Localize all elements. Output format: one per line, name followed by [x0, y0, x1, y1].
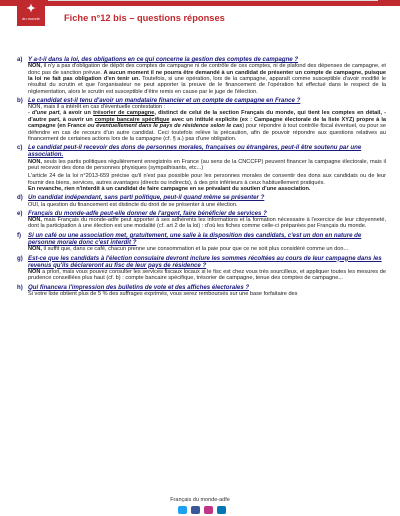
- faq-question-e: [17, 210, 386, 217]
- faq-answer-d: [28, 202, 386, 208]
- answer-verdict: NON,: [28, 217, 42, 224]
- answer-emphasis: avec un intitulé explicite (ex : Campagne électorale de la liste XYZ) propre à la campagne (en France: [28, 116, 386, 130]
- question-text: Le candidat est-il tenu d'avoir un mandataire financier et un compte de campagne en France ?: [28, 96, 301, 104]
- instagram-icon[interactable]: [204, 506, 213, 514]
- answer-verdict: NON,: [28, 63, 42, 70]
- question-text: Un candidat indépendant, sans parti politique, peut-il quand même se présenter ?: [28, 194, 265, 202]
- faq-item-c: [17, 144, 386, 192]
- faq-letter: a): [17, 56, 23, 63]
- faq-letter: h): [17, 283, 23, 291]
- question-text: Est-ce que les candidats à l'élection consulaire devront inclure les sommes récoltées au cours de leur campagne dans les revenus qu'ils déclareront au fisc de leur pays de résidence ?: [28, 254, 382, 269]
- answer-text: Toutefois, si une opération, lors de la campagne, apparaît comme susceptible d'avoir modifié le résultat du scrutin et que l'organisateur ne peut apporter la preuve de le financement de l'opération fut effectué dans le respect de la réglementation, alors le scrutin est susceptible d'être remis en cause par le juge de l'élection.: [28, 75, 386, 95]
- social-links: [178, 506, 226, 514]
- answer-text: Si votre liste obtient plus de 5 % des suffrages exprimés, vous serez remboursés sur une base forfaitaire des: [28, 290, 298, 297]
- faq-letter: d): [17, 194, 23, 202]
- faq-question-f: [17, 232, 386, 246]
- faq-item-h: [17, 284, 386, 298]
- facebook-icon[interactable]: [191, 506, 200, 514]
- faq-question-g: [17, 255, 386, 269]
- faq-item-g: [17, 255, 386, 282]
- question-text: Qui financera l'impression des bulletins de vote et des affiches électorales ?: [28, 283, 250, 291]
- faq-question-h: [17, 284, 386, 291]
- question-text: Si un café ou une association met, gratuitement, une salle à la disposition des candidats, c'est un don en nature de personne morale donc c'est interdit ?: [28, 231, 362, 246]
- faq-letter: f): [17, 231, 22, 239]
- question-text: Français du monde-adfe peut-elle donner de l'argent, faire bénéficier de services ?: [28, 209, 267, 217]
- faq-letter: e): [17, 209, 23, 217]
- faq-answer-g: [28, 269, 386, 282]
- faq-letter: b): [17, 96, 23, 104]
- answer-emphasis: A aucun moment il ne pourra être demandé à un candidat de présenter un compte de campagne, puisque la loi ne fait pas obligation d'en tenir un.: [28, 69, 386, 82]
- answer-emphasis: - d'une part,: [28, 110, 64, 117]
- logo-mark: ✦: [26, 3, 36, 15]
- answer-emphasis: En revanche, rien n'interdit à un candidat de faire campagne en se prévalant du soutien d'une association.: [28, 185, 311, 192]
- faq-item-a: [17, 56, 386, 95]
- faq-question-d: [17, 194, 386, 201]
- answer-text: NON, mais il a intérêt en cas d'éventuelle contestation :: [28, 104, 166, 111]
- sheet-title: Fiche n°12 bis – questions réponses: [64, 13, 225, 23]
- answer-emphasis: ou éventuellement dans le pays de résidence selon le cas: [87, 123, 243, 130]
- question-text: Le candidat peut-il recevoir des dons de personnes morales, françaises ou étrangères, peut-il être soutenu par une association.: [28, 144, 362, 159]
- faq-question-a: [17, 56, 386, 63]
- answer-emphasis: , distinct de celui de la section Français du monde, qui tient les comptes en détail, - d'autre part,: [28, 110, 386, 123]
- answer-verdict: NON,: [28, 158, 42, 165]
- answer-emphasis: à ouvrir un: [62, 116, 95, 123]
- faq-answer-e: [28, 217, 386, 230]
- answer-verdict: NON,: [28, 246, 42, 253]
- faq-item-d: [17, 194, 386, 208]
- faq-question-c: [17, 144, 386, 158]
- answer-emphasis: à avoir un: [63, 110, 94, 117]
- faq-item-b: [17, 97, 386, 142]
- logo-text: du monde: [22, 16, 40, 21]
- answer-text: ) pour répondre à tout contrôle fiscal éventuel, ou pour se défendre en cas de recours d'un autre candidat. Ceci toutefois relève la précaution, afin de pouvoir répondre aux questions relatives au financement de certaines actions lors de la campagne (cf. § a.) pas d'une obligation.: [28, 123, 386, 142]
- answer-verdict: NON: [28, 268, 41, 275]
- answer-keyword: trésorier de campagne: [93, 110, 155, 117]
- answer-text: a priori, mais vous pouvez consulter les services fiscaux locaux si le fisc est chez vous très sourcilleux, et appliquer toutes les mesures de prudence conseillées plus haut (cf. b) : compte bancaire spécifique, trésorier de campagne, tenue des comptes de campagne...: [28, 268, 386, 282]
- answer-text: mais Français du monde-adfe peut apporter à ses adhérents les informations et la formation nécessaire à l'exercice de leur citoyenneté, dont la participation à une élection est une modalité (cf. art 2 de la loi) : d'où les fiches comme celle-ci préparées par Français du monde.: [28, 217, 386, 230]
- faq-content: [17, 56, 386, 299]
- answer-text: il n'y a pas d'obligation de dépôt des comptes de campagne ni de contrôle de ces comptes, ni de plafond des dépenses de campagne, et donc pas de sanction prévue.: [28, 63, 386, 76]
- header-divider: [48, 0, 378, 1]
- twitter-icon[interactable]: [178, 506, 187, 514]
- organization-logo: [17, 0, 45, 26]
- faq-answer-f: [28, 246, 386, 252]
- linkedin-icon[interactable]: [217, 506, 226, 514]
- answer-text: il suffit que, dans ce café, chacun prenne une consommation et la paie pour que ce ne soit plus considéré comme un don...: [41, 246, 349, 253]
- faq-letter: c): [17, 144, 23, 152]
- faq-item-e: [17, 210, 386, 230]
- faq-answer-a: [28, 63, 386, 95]
- faq-answer-b: [28, 104, 386, 142]
- faq-item-f: [17, 232, 386, 253]
- faq-letter: g): [17, 254, 23, 262]
- answer-text: seuls les partis politiques régulièrement enregistrés en France (au sens de la CNCCFP) peuvent financer la campagne électorale, mais il peut recevoir des dons de personnes physiques (sympathisants, etc...): [28, 158, 386, 171]
- answer-text: OUI, la question du financement est distincte du droit de se présenter à une élection.: [28, 201, 238, 208]
- faq-answer-h: [28, 291, 386, 297]
- faq-question-b: [17, 97, 386, 104]
- faq-answer-c: [28, 159, 386, 193]
- footer-org-name: Français du monde-adfe: [170, 497, 230, 503]
- question-text: Y a-t-il dans la loi, des obligations en ce qui concerne la gestion des comptes de campagne ?: [28, 56, 299, 63]
- answer-keyword: compte bancaire spécifique: [94, 116, 170, 123]
- answer-text: L'article 24 de la loi n°2013-659 précise qu'il n'est pas possible pour les personnes morales de consentir des dons aux candidats ou de leur fournir des biens, services, autres avantages (directs ou indirects), à des prix inférieurs à ceux habituellement pratiqués.: [28, 173, 386, 186]
